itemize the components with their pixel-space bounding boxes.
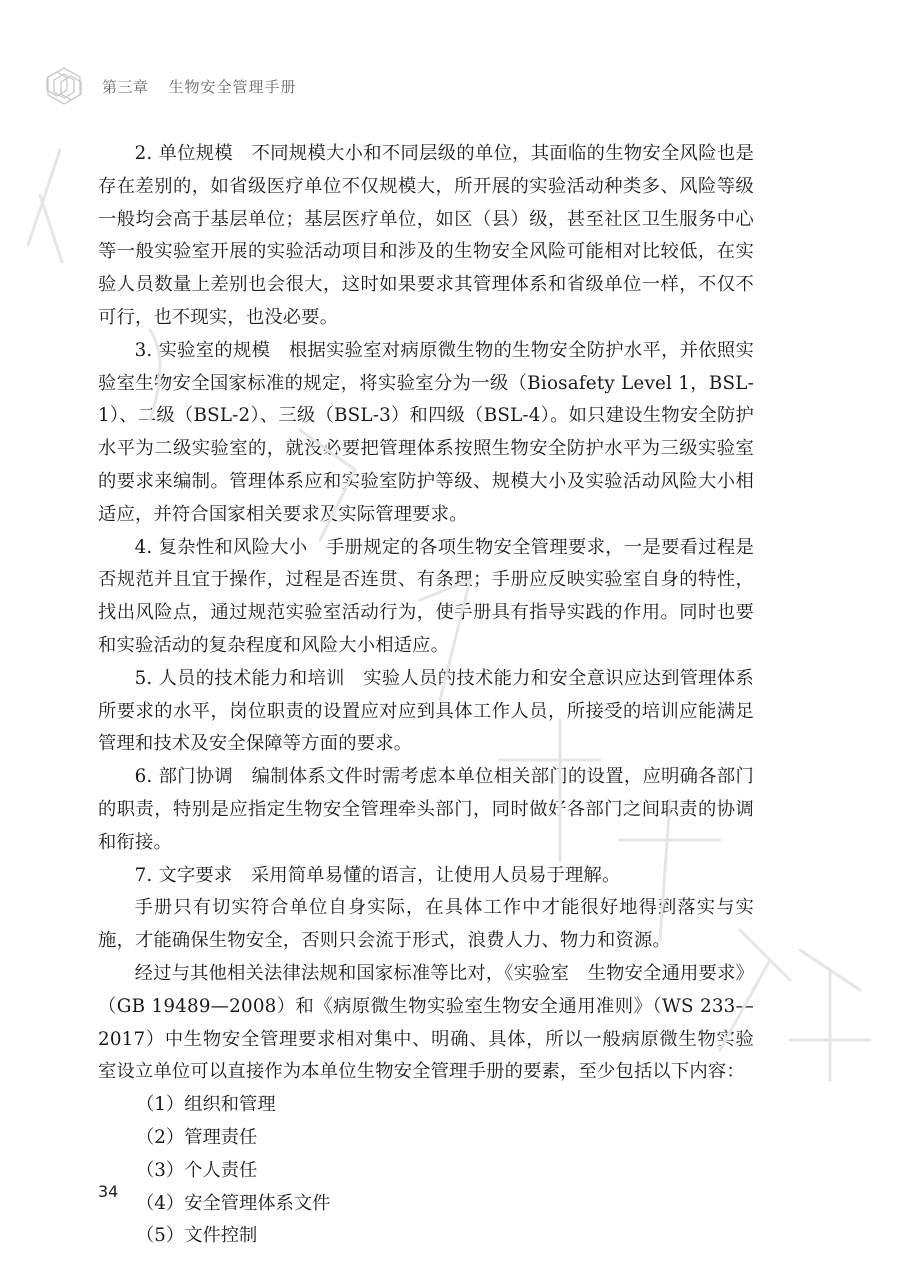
paragraph-staff-training: 5. 人员的技术能力和培训 实验人员的技术能力和安全意识应达到管理体系所要求的水平，岗位职责的设置应对应到具体工作人员，所接受的培训应能满足管理和技术及安全保障等方面的要求。 [98,667,754,755]
list-item: （5）文件控制 [136,1225,258,1247]
list-item: （2）管理责任 [136,1126,258,1148]
running-header [42,66,297,106]
paragraph-lab-scale: 3. 实验室的规模 根据实验室对病原微生物的生物安全防护水平，并依照实验室生物安全国家标准的规定，将实验室分为一级（Biosafety Level 1，BSL-1）、二级（BSL-2）、三级（BSL-3）和四级（BSL-4）。如只建设生物安全防护水平为二级实验室的，就没必要把管理体系按照生物安全防护水平为三级实验室的要求来编制。管理体系应和实验室防护等级、规模大小及实验活动风险大小相适应，并符合国家相关要求及实际管理要求。 [98,339,754,525]
chapter-label: 第三章 [102,77,149,96]
paragraph-complexity-risk: 4. 复杂性和风险大小 手册规定的各项生物安全管理要求，一是要看过程是否规范并且宜于操作，过程是否连贯、有条理；手册应反映实验室自身的特性，找出风险点，通过规范实验室活动行为，使手册具有指导实践的作用。同时也要和实验活动的复杂程度和风险大小相适应。 [98,536,754,656]
chapter-title: 生物安全管理手册 [168,77,297,96]
list-item: （1）组织和管理 [136,1094,276,1116]
page-number: 34 [98,1182,119,1201]
paragraph-standards-comparison: 经过与其他相关法律法规和国家标准等比对，《实验室 生物安全通用要求》（GB 19489—2008）和《病原微生物实验室生物安全通用准则》（WS 233—2017）中生物安全管理要求相对集中、明确、具体，所以一般病原微生物实验室设立单位可以直接作为本单位生物安全管理手册的要素，至少包括以下内容： [98,962,754,1083]
body-text [98,138,754,1253]
list-item: （3）个人责任 [136,1159,258,1181]
paragraph-writing-requirements: 7. 文字要求 采用简单易懂的语言，让使用人员易于理解。 [134,864,621,886]
list-item: （4）安全管理体系文件 [136,1192,331,1214]
paragraph-manual-practice: 手册只有切实符合单位自身实际，在具体工作中才能很好地得到落实与实施，才能确保生物安全，否则只会流于形式，浪费人力、物力和资源。 [98,897,754,952]
hexagon-logo-icon [42,66,86,106]
paragraph-unit-scale: 2. 单位规模 不同规模大小和不同层级的单位，其面临的生物安全风险也是存在差别的，如省级医疗单位不仅规模大，所开展的实验活动种类多、风险等级一般均会高于基层单位；基层医疗单位，如区（县）级，甚至社区卫生服务中心等一般实验室开展的实验活动项目和涉及的生物安全风险可能相对比较低，在实验人员数量上差别也会很大，这时如果要求其管理体系和省级单位一样，不仅不可行，也不现实，也没必要。 [98,143,754,328]
paragraph-department-coordination: 6. 部门协调 编制体系文件时需考虑本单位相关部门的设置，应明确各部门的职责，特别是应指定生物安全管理牵头部门，同时做好各部门之间职责的协调和衔接。 [98,766,754,853]
